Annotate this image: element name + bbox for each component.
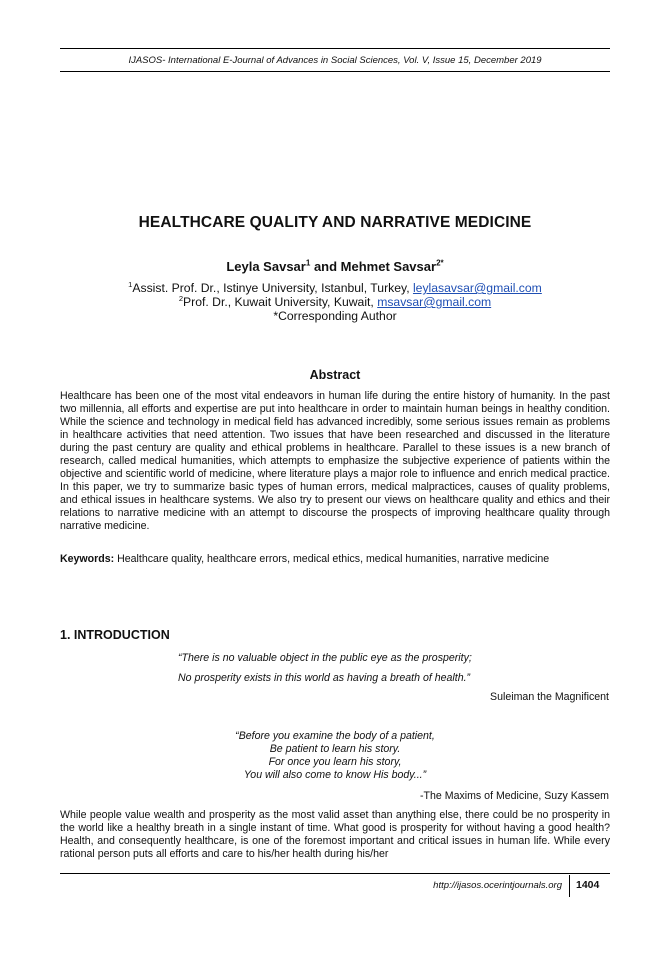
section-heading-introduction: 1. INTRODUCTION [60,628,170,642]
author-1-sup: 1 [305,258,311,268]
paper-title: HEALTHCARE QUALITY AND NARRATIVE MEDICINE [138,214,532,231]
abstract-heading: Abstract [309,368,361,382]
keywords-label: Keywords: [60,553,115,565]
affiliation-1 [60,281,610,296]
footer-rule [60,873,610,874]
header-rule-top [60,48,610,49]
author-2-sup: 2* [436,258,444,268]
author-1: Leyla Savsar [226,259,306,274]
quote2-line3: For once you learn his story, [268,755,402,768]
quote2-line2: Be patient to learn his story. [269,742,401,755]
quote2-block [60,730,610,782]
authors-and: and [310,259,341,274]
affiliation-2 [60,295,610,310]
aff1-text: Assist. Prof. Dr., Istinye University, Istanbul, Turkey, [132,281,413,295]
quote2-attribution: -The Maxims of Medicine, Suzy Kassem [420,790,609,802]
page-number: 1404 [576,879,600,891]
aff1-sup: 1 [128,279,133,289]
aff1-email-link[interactable]: leylasavsar@gmail.com [412,281,542,295]
abstract-text: Healthcare has been one of the most vital endeavors in human life during the entire history of humanity. In the past two millennia, all efforts and expertise are put into healthcare in order to maintain human beings in healthy condition. While the science and technology in medical field has advanced incredibly, some serious issues remain as problems in healthcare activities that need attention. Two issues that have been researched and discussed in the literature during the past century are quality and ethical problems in healthcare. Parallel to these issues is a new branch of research, called medical humanities, which attempts to emphasize the subjective experience of patients within the objective and scientific world of medicine, where literature plays a major role to influence and enrich medical practice. In this paper, we try to summarize basic types of human errors, medical malpractices, causes of quality problems, and ethical issues in healthcare systems. We also try to present our views on healthcare quality and ethics and their relations to narrative medicine with an attempt to discourse the prospects of improving healthcare quality through narrative medicine. [60,390,610,532]
footer-url: http://ijasos.ocerintjournals.org [433,880,562,891]
keywords-list: Healthcare quality, healthcare errors, medical ethics, medical humanities, narrative medicine [114,553,550,565]
aff2-sup: 2 [178,293,184,303]
quote1-line1: “There is no valuable object in the public eye as the prosperity; [178,652,472,664]
quote2-line1: “Before you examine the body of a patient, [235,730,435,742]
journal-header: IJASOS- International E-Journal of Advances in Social Sciences, Vol. V, Issue 15, December 2019 [128,55,542,66]
introduction-paragraph: While people value wealth and prosperity as the most valid asset than anything else, there could be no prosperity in the world like a healthy breath in a single instant of time. What good is prosperity for without having a good health? Health, and consequently healthcare, is one of the foremost important and critical issues in human life. While every rational person puts all efforts and care to his/her health during his/her [60,809,610,860]
quote1-attribution: Suleiman the Magnificent [490,691,609,703]
aff2-text: Prof. Dr., Kuwait University, Kuwait, [183,295,378,309]
corresponding-author: *Corresponding Author [273,309,397,323]
author-2: Mehmet Savsar [340,259,437,274]
header-rule-bottom [60,71,610,72]
quote2-line4: You will also come to know His body...” [243,768,427,781]
authors-line [60,259,610,274]
footer-separator [569,875,570,897]
aff2-email-link[interactable]: msavsar@gmail.com [377,295,492,309]
keywords-line [60,553,610,565]
quote1-line2: No prosperity exists in this world as having a breath of health.” [178,672,471,684]
